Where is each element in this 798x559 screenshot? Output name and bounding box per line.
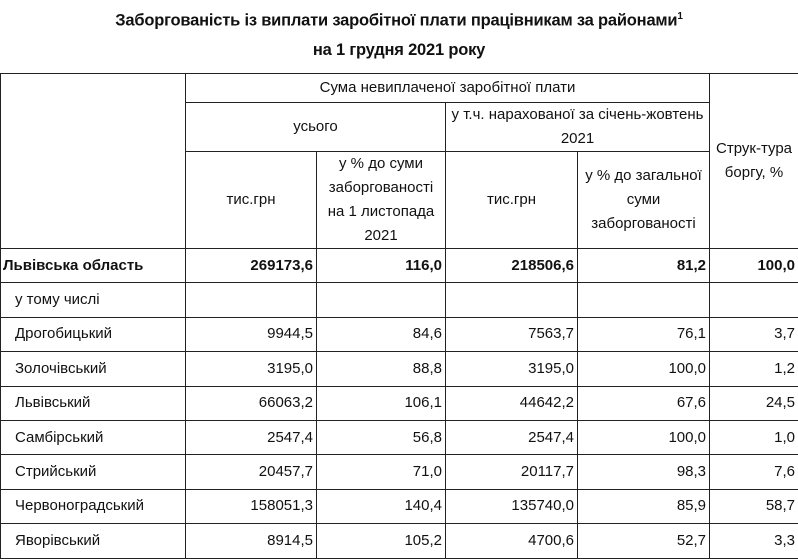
header-thousand-uah-accrued: тис.грн bbox=[446, 152, 578, 249]
cell-value: 3,3 bbox=[710, 524, 798, 558]
table-row bbox=[1, 352, 798, 386]
cell-value: 269173,6 bbox=[186, 249, 317, 283]
region-name: Червоноградський bbox=[1, 489, 186, 523]
region-name: Золочівський bbox=[1, 352, 186, 386]
cell-value: 71,0 bbox=[317, 455, 446, 489]
cell-value: 4700,6 bbox=[446, 524, 578, 558]
cell-value: 106,1 bbox=[317, 386, 446, 420]
cell-value: 98,3 bbox=[578, 455, 710, 489]
table-row bbox=[1, 420, 798, 454]
cell-value: 100,0 bbox=[578, 420, 710, 454]
region-name: Яворівський bbox=[1, 524, 186, 558]
cell-value: 24,5 bbox=[710, 386, 798, 420]
cell-value: 2547,4 bbox=[186, 420, 317, 454]
cell-value: 7563,7 bbox=[446, 317, 578, 351]
cell-value: 158051,3 bbox=[186, 489, 317, 523]
cell-value: 100,0 bbox=[578, 352, 710, 386]
region-name: Самбірський bbox=[1, 420, 186, 454]
cell-value: 88,8 bbox=[317, 352, 446, 386]
cell-value: 20457,7 bbox=[186, 455, 317, 489]
empty-cell bbox=[710, 283, 798, 317]
cell-value: 58,7 bbox=[710, 489, 798, 523]
document-title bbox=[0, 2, 798, 65]
cell-value: 3195,0 bbox=[446, 352, 578, 386]
header-thousand-uah: тис.грн bbox=[186, 152, 317, 249]
title-line-2: на 1 грудня 2021 року bbox=[0, 36, 798, 65]
cell-value: 67,6 bbox=[578, 386, 710, 420]
table-row bbox=[1, 489, 798, 523]
cell-value: 85,9 bbox=[578, 489, 710, 523]
cell-value: 9944,5 bbox=[186, 317, 317, 351]
table-row bbox=[1, 317, 798, 351]
wage-arrears-table bbox=[0, 73, 798, 559]
region-name: Львівська область bbox=[1, 249, 186, 283]
cell-value: 100,0 bbox=[710, 249, 798, 283]
cell-value: 20117,7 bbox=[446, 455, 578, 489]
cell-value: 52,7 bbox=[578, 524, 710, 558]
cell-value: 8914,5 bbox=[186, 524, 317, 558]
cell-value: 7,6 bbox=[710, 455, 798, 489]
cell-value: 105,2 bbox=[317, 524, 446, 558]
title-line-1: Заборгованість із виплати заробітної плати працівникам за районами bbox=[115, 12, 677, 30]
table-row-total bbox=[1, 249, 798, 283]
header-group: Сума невиплаченої заробітної плати bbox=[186, 74, 710, 103]
empty-cell bbox=[317, 283, 446, 317]
empty-cell bbox=[578, 283, 710, 317]
region-name: Стрийський bbox=[1, 455, 186, 489]
cell-value: 116,0 bbox=[317, 249, 446, 283]
region-name: Дрогобицький bbox=[1, 317, 186, 351]
cell-value: 84,6 bbox=[317, 317, 446, 351]
cell-value: 66063,2 bbox=[186, 386, 317, 420]
cell-value: 140,4 bbox=[317, 489, 446, 523]
table-row bbox=[1, 524, 798, 558]
header-total: усього bbox=[186, 103, 446, 152]
cell-value: 81,2 bbox=[578, 249, 710, 283]
cell-value: 56,8 bbox=[317, 420, 446, 454]
footnote-marker: 1 bbox=[677, 11, 682, 22]
header-blank bbox=[1, 74, 186, 249]
cell-value: 1,0 bbox=[710, 420, 798, 454]
cell-value: 218506,6 bbox=[446, 249, 578, 283]
cell-value: 3,7 bbox=[710, 317, 798, 351]
table-row bbox=[1, 455, 798, 489]
region-name: Львівський bbox=[1, 386, 186, 420]
including-label: у тому числі bbox=[1, 283, 186, 317]
cell-value: 1,2 bbox=[710, 352, 798, 386]
table-row-including bbox=[1, 283, 798, 317]
cell-value: 44642,2 bbox=[446, 386, 578, 420]
empty-cell bbox=[446, 283, 578, 317]
cell-value: 2547,4 bbox=[446, 420, 578, 454]
cell-value: 3195,0 bbox=[186, 352, 317, 386]
header-pct-prev: у % до суми заборгованості на 1 листопада 2021 bbox=[317, 152, 446, 249]
header-accrued: у т.ч. нарахованої за січень-жовтень 2021 bbox=[446, 103, 710, 152]
cell-value: 76,1 bbox=[578, 317, 710, 351]
header-structure: Струк-тура боргу, % bbox=[710, 74, 798, 249]
header-pct-total: у % до загальної суми заборгованості bbox=[578, 152, 710, 249]
table-row bbox=[1, 386, 798, 420]
empty-cell bbox=[186, 283, 317, 317]
cell-value: 135740,0 bbox=[446, 489, 578, 523]
